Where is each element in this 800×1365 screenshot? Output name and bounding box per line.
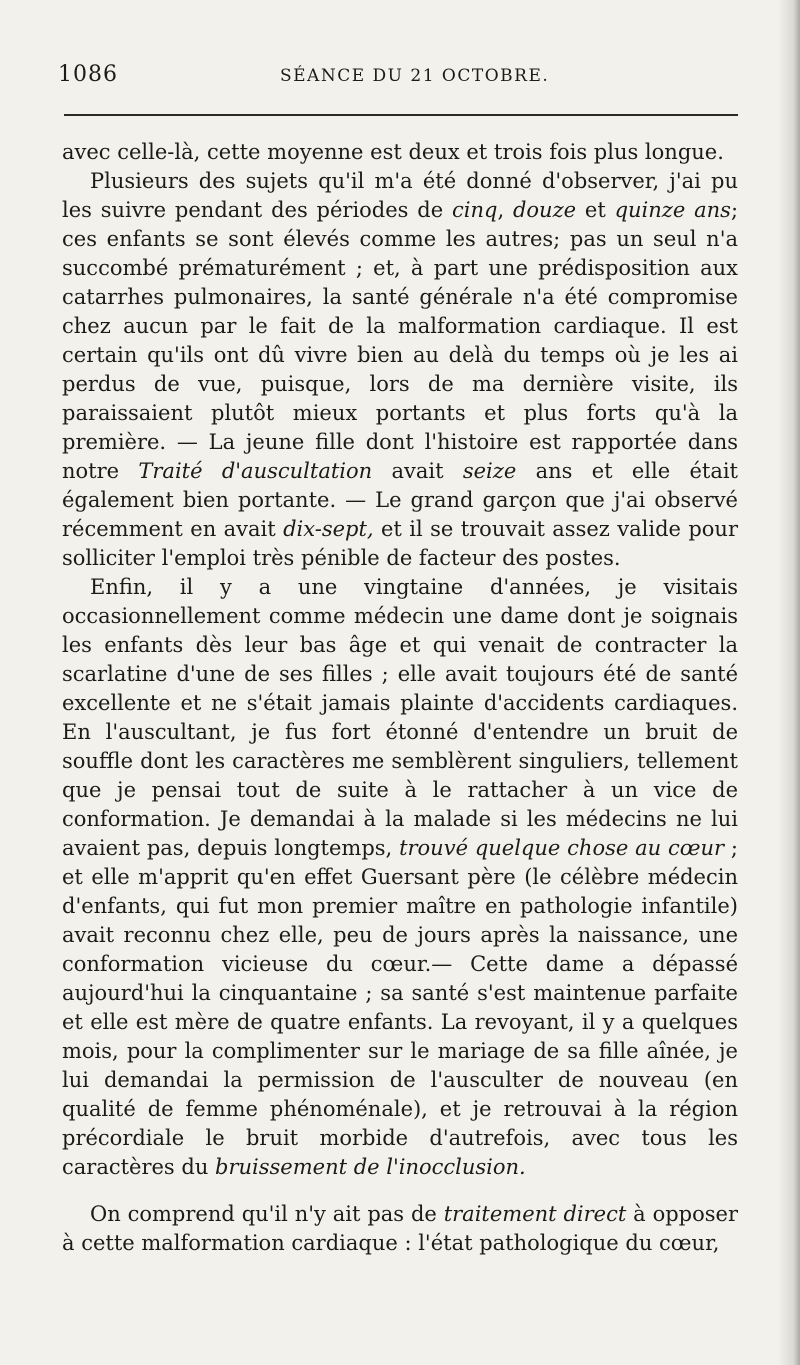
- running-head: SÉANCE DU 21 OCTOBRE.: [280, 66, 550, 86]
- text-run: ans et elle était également bien portante. — Le grand garçon que j'ai observé récemment en avait: [62, 459, 738, 541]
- paragraph-2: [62, 167, 738, 573]
- italic-text: cinq: [451, 198, 498, 222]
- italic-text: douze: [512, 198, 577, 222]
- text-run: ; ces enfants se sont élevés comme les autres; pas un seul n'a succombé prématurément ; et, à part une prédisposition aux catarrhes pulmonaires, la santé générale n'a été compromise chez aucun par le fait de la malformation cardiaque. Il est certain qu'ils ont dû vivre bien au delà du temps où je les ai perdus de vue, puisque, lors de ma dernière visite, ils paraissaient plutôt mieux portants et plus forts qu'à la première. — La jeune fille dont l'histoire est rapportée dans notre: [62, 198, 739, 483]
- header-rule: [64, 114, 738, 116]
- italic-text: dix-sept,: [283, 517, 374, 541]
- text-run: Plusieurs des sujets qu'il m'a été donné d'observer, j'ai pu les suivre pendant des périodes de: [62, 169, 738, 222]
- paragraph-3: [62, 573, 738, 1182]
- italic-text: seize: [462, 459, 517, 483]
- italic-text: bruissement de l'inocclusion.: [215, 1155, 526, 1179]
- italic-text: quinze ans: [614, 198, 731, 222]
- text-run: On comprend qu'il n'y ait pas de: [90, 1202, 444, 1226]
- page-number: 1086: [58, 62, 118, 87]
- body-text: [62, 138, 738, 1258]
- text-run: ,: [497, 198, 513, 222]
- text-run: et: [576, 198, 615, 222]
- text-run: Enfin, il y a une vingtaine d'années, je visitais occasionnellement comme médecin une dame dont je soignais les enfants dès leur bas âge et qui venait de contracter la scarlatine d'une de ses filles ; elle avait toujours été de santé excellente et ne s'était jamais plainte d'accidents cardiaques. En l'auscultant, je fus fort étonné d'entendre un bruit de souffle dont les caractères me semblèrent singuliers, tellement que je pensai tout de suite à le rattacher à un vice de conformation. Je demandai à la malade si les médecins ne lui avaient pas, depuis longtemps,: [62, 575, 738, 860]
- italic-text: Traité d'auscultation: [138, 459, 373, 483]
- italic-text: traitement direct: [443, 1202, 627, 1226]
- text-run: et il se trouvait assez valide pour solliciter l'emploi très pénible de facteur des postes.: [62, 517, 738, 570]
- italic-text: trouvé quelque chose au cœur: [399, 836, 725, 860]
- paragraph-continuation: avec celle-là, cette moyenne est deux et trois fois plus longue.: [62, 140, 724, 164]
- text-run: ; et elle m'apprit qu'en effet Guersant père (le célèbre médecin d'enfants, qui fut mon premier maître en pathologie infantile) avait reconnu chez elle, peu de jours après la naissance, une conformation vicieuse du cœur.— Cette dame a dépassé aujourd'hui la cinquantaine ; sa santé s'est maintenue parfaite et elle est mère de quatre enfants. La revoyant, il y a quelques mois, pour la complimenter sur le mariage de sa fille aînée, je lui demandai la permission de l'ausculter de nouveau (en qualité de femme phénoménale), et je retrouvai à la région précordiale le bruit morbide d'autrefois, avec tous les caractères du: [62, 836, 738, 1179]
- page-edge-shadow: [778, 0, 800, 1365]
- text-run: à opposer à cette malformation cardiaque : l'état pathologique du cœur,: [62, 1202, 738, 1255]
- text-run: avait: [372, 459, 463, 483]
- page-header: [58, 62, 738, 92]
- paragraph-gap: [62, 1182, 738, 1200]
- paragraph-4: [62, 1200, 738, 1258]
